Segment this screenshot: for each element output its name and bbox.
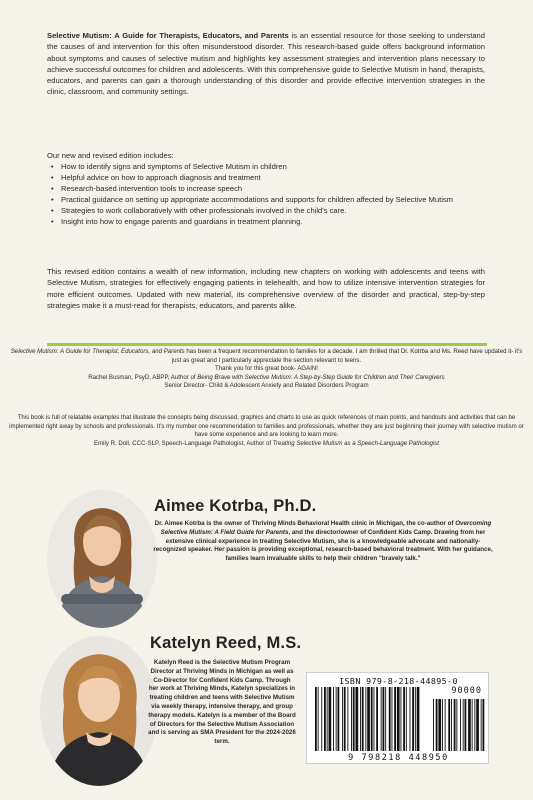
isbn-barcode bbox=[306, 672, 489, 764]
barcode-bar bbox=[385, 687, 386, 751]
barcode-bar bbox=[318, 687, 319, 751]
barcode-bar bbox=[353, 687, 355, 751]
addon-bar bbox=[448, 699, 450, 751]
bullet-item: • Helpful advice on how to approach diagnosis and treatment bbox=[51, 172, 487, 183]
author-bio-reed: Katelyn Reed is the Selective Mutism Program Director at Thriving Minds in Michigan as well as Co-Director for Confident Kids Camp. Through her work at Thriving Minds, Katelyn specializes in treating children and teens with Selective Mutism via weekly therapy, intensive therapy, and group therapy models. Katelyn is a member of the Board of Directors for the Selective Mutism Association and is serving as SMA President for the 2024-2026 term. bbox=[148, 659, 296, 746]
endorsement-quote: Selective Mutism: A Guide for Therapist, Educators, and Parents has been a frequent recommendation to families for a decade. I am thrilled that Dr. Kotrba and Ms. Reed have updated it- it's just as great and I particularly appreciate the section relevant to teens. bbox=[10, 348, 523, 364]
addon-bar bbox=[442, 699, 443, 751]
barcode-bar bbox=[392, 687, 393, 751]
addon-bar bbox=[454, 699, 456, 751]
intro-paragraph bbox=[47, 30, 485, 98]
barcode-bar bbox=[383, 687, 385, 751]
endorsement-quote: This book is full of relatable examples that illustrate the concepts being discussed, graphics and charts to use as quick references of main points, and handouts and activities that can be implemented right away by schools and professionals. It's my number one recommendation to families and professionals, whether they are just beginning their journey with selective mutism or have some experience and are looking to learn more. bbox=[9, 414, 524, 439]
addon-bar bbox=[474, 699, 475, 751]
barcode-bars bbox=[311, 687, 486, 753]
addon-bar bbox=[463, 699, 464, 751]
barcode-bar bbox=[338, 687, 340, 751]
barcode-bar bbox=[406, 687, 407, 751]
author-photo-reed bbox=[40, 636, 158, 786]
endorsement-doll bbox=[6, 414, 527, 449]
addon-bar bbox=[451, 699, 452, 751]
endorsement-thanks: Thank you for this great book- AGAIN! bbox=[215, 365, 318, 373]
barcode-bar bbox=[394, 687, 396, 751]
endorsement-attribution: Emily R. Doll, CCC-SLP, Speech-Language Pathologist, Author of Treating Selective Mutism as a Speech-Language Pathologist bbox=[94, 440, 439, 448]
barcode-bar bbox=[410, 687, 411, 751]
endorsement-book-title: Selective Mutism: A Guide for Therapist, Educators, and Parents bbox=[10, 348, 185, 355]
barcode-bar bbox=[389, 687, 391, 751]
edition-bullet-list bbox=[51, 161, 487, 228]
addon-bar bbox=[472, 699, 473, 751]
barcode-bar bbox=[371, 687, 373, 751]
barcode-bar bbox=[360, 687, 361, 751]
barcode-bar bbox=[374, 687, 375, 751]
addon-bar bbox=[436, 699, 438, 751]
endorsement-busman bbox=[6, 348, 527, 391]
barcode-bar bbox=[376, 687, 378, 751]
ean-digits: 9 798218 448950 bbox=[348, 753, 449, 763]
addon-bar bbox=[456, 699, 457, 751]
author-bio-kotrba: Dr. Aimee Kotrba is the owner of Thriving Minds Behavioral Health clinic in Michigan, the co-author of Overcoming Selective Mutism: A Field Guide for Parents, and the director/owner of Confident Kids Camp. Drawing from her extensive clinical experience in treating Selective Mutism, she is a knowledgeable advocate and nationally-recognized speaker. Her passion is providing exceptional, research-based behavioral treatment. With her guidance, families learn invaluable skills to help their children "bravely talk." bbox=[153, 520, 493, 563]
bullet-item: • Strategies to work collaboratively with other professionals involved in the child's care. bbox=[51, 205, 487, 216]
barcode-bar bbox=[367, 687, 370, 751]
addon-bar bbox=[460, 699, 461, 751]
barcode-bar bbox=[365, 687, 366, 751]
intro-text: is an essential resource for those seeking to understand the causes of and intervention for this often misunderstood disorder. This research-based guide offers background information about symptoms and causes of selective mutism and highlights key assessment strategies and intervention plans necessary to achieve successful outcomes for children and adolescents. With this comprehensive guide to Selective Mutism in hand, therapists, educators, and parents can gain a thorough understanding of this disorder and provide effective intervention strategies in the clinic, classroom, and community settings. bbox=[47, 31, 485, 97]
barcode-bar bbox=[327, 687, 328, 751]
barcode-bar bbox=[344, 687, 346, 751]
addon-bar bbox=[445, 699, 446, 751]
barcode-bar bbox=[333, 687, 334, 751]
addon-bar bbox=[438, 699, 441, 751]
bullet-item: • Research-based intervention tools to increase speech bbox=[51, 183, 487, 194]
green-divider bbox=[47, 343, 487, 346]
bullet-item: • Practical guidance on setting up appropriate accommodations and supports for children affected by Selective Mutism bbox=[51, 194, 487, 205]
addon-bar bbox=[476, 699, 479, 751]
barcode-bar bbox=[362, 687, 364, 751]
addon-bar bbox=[433, 699, 434, 751]
barcode-bar bbox=[401, 687, 402, 751]
barcode-bar bbox=[347, 687, 348, 751]
barcode-bar bbox=[321, 687, 322, 751]
author-name-kotrba: Aimee Kotrba, Ph.D. bbox=[154, 497, 317, 515]
barcode-bar bbox=[415, 687, 416, 751]
barcode-bar bbox=[336, 687, 337, 751]
addon-bar bbox=[481, 699, 482, 751]
barcode-bar bbox=[329, 687, 332, 751]
barcode-bar bbox=[324, 687, 326, 751]
edition-heading: Our new and revised edition includes: bbox=[47, 151, 174, 160]
author-photo-kotrba bbox=[47, 490, 157, 628]
revised-paragraph: This revised edition contains a wealth of new information, including new chapters on working with adolescents and teens with Selective Mutism, strategies for effectively engaging patients in telehealth, and how to utilize intensive intervention strategies for more efficient outcomes. Updated with new material, its comprehensive overview of the disorder and practical, step-by-step strategies make it a must-read for therapists, educators, and parents alike. bbox=[47, 267, 485, 310]
barcode-bar bbox=[381, 687, 382, 751]
barcode-bar bbox=[397, 687, 400, 751]
barcode-bar bbox=[417, 687, 420, 751]
barcode-bar bbox=[403, 687, 405, 751]
isbn-number: ISBN 979-8-218-44895-0 bbox=[339, 676, 458, 686]
bullet-item: • Insight into how to engage parents and guardians in treatment planning. bbox=[51, 216, 487, 227]
bio-book-title: Overcoming Selective Mutism: A Field Guide for Parents bbox=[160, 520, 492, 536]
barcode-bar bbox=[412, 687, 414, 751]
book-title: Selective Mutism: A Guide for Therapists, Educators, and Parents bbox=[47, 31, 289, 40]
addon-bar bbox=[483, 699, 485, 751]
barcode-bar bbox=[356, 687, 359, 751]
price-code: 90000 bbox=[451, 686, 482, 696]
addon-bar bbox=[468, 699, 471, 751]
barcode-bar bbox=[351, 687, 352, 751]
endorsement-attribution: Rachel Busman, PsyD, ABPP, Author of Being Brave with Selective Mutism: A Step-by-Step Guide for Children and Their Caregivers bbox=[88, 373, 445, 381]
barcode-bar bbox=[342, 687, 343, 751]
barcode-bar bbox=[315, 687, 317, 751]
endorsement-role: Senior Director- Child & Adolescent Anxiety and Related Disorders Program bbox=[164, 382, 369, 390]
addon-bar bbox=[465, 699, 467, 751]
author-name-reed: Katelyn Reed, M.S. bbox=[150, 634, 302, 652]
bullet-item: • How to identify signs and symptoms of Selective Mutism in children bbox=[51, 161, 487, 172]
